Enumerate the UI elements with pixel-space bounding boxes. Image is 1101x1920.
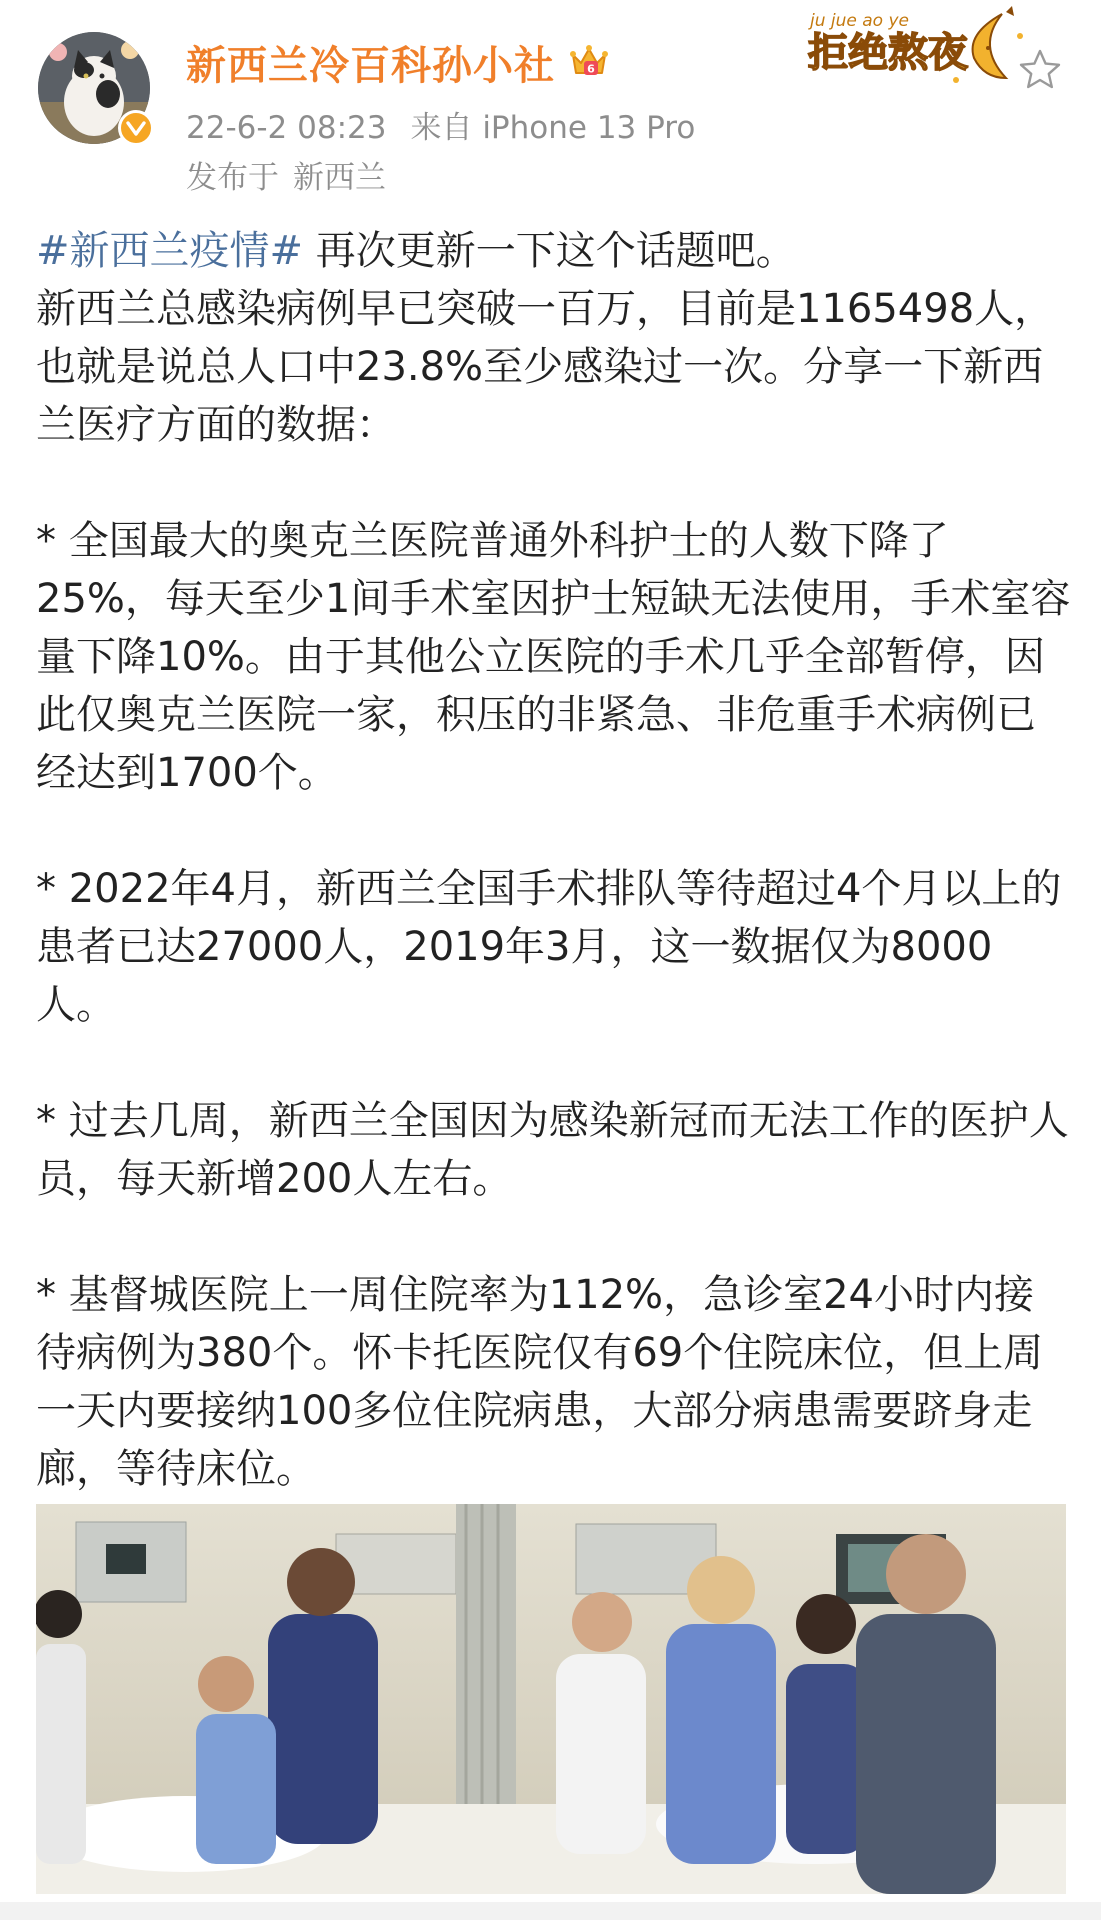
hospital-emergency-room-photo-image — [36, 1504, 1066, 1894]
intro-tail: 再次更新一下这个话题吧。 — [303, 228, 796, 274]
hashtag-link[interactable]: #新西兰疫情# — [36, 228, 304, 274]
bullet-point-2: * 2022年4月，新西兰全国手术排队等待超过4个月以上的患者已达27000人，2019年3月，这一数据仅为8000人。 — [36, 866, 1062, 1028]
level-number: 6 — [587, 62, 595, 76]
hospital-photo[interactable] — [36, 1504, 1066, 1894]
post-meta — [186, 102, 695, 147]
sticker-text: 拒绝熬夜 — [808, 30, 968, 76]
post-timestamp: 22-6-2 08:23 — [186, 110, 387, 146]
intro-body: 新西兰总感染病例早已突破一百万，目前是1165498人，也就是说总人口中23.8%至少感染过一次。分享一下新西兰医疗方面的数据： — [36, 286, 1055, 448]
bullet-point-4: * 基督城医院上一周住院率为112%，急诊室24小时内接待病例为380个。怀卡托医院仅有69个住院床位，但上周一天内要接纳100多位住院病患，大部分病患需要跻身走廊，等待床位。 — [36, 1272, 1044, 1492]
author-name[interactable]: 新西兰冷百科孙小社 — [186, 42, 555, 89]
crown-level-icon[interactable] — [569, 43, 609, 81]
bottom-divider — [0, 1902, 1101, 1920]
post-location — [186, 152, 386, 197]
favorite-star-icon[interactable] — [1016, 46, 1064, 94]
post-source[interactable]: 来自 iPhone 13 Pro — [410, 110, 696, 146]
location-value[interactable]: 新西兰 — [293, 160, 386, 196]
post-intro — [36, 222, 1071, 454]
post-header — [0, 0, 1101, 196]
bullet-point-1: * 全国最大的奥克兰医院普通外科护士的人数下降了25%，每天至少1间手术室因护士短缺无法使用，手术室容量下降10%。由于其他公立医院的手术几乎全部暂停，因此仅奥克兰医院一家，积压的非紧急、非危重手术病例已经达到1700个。 — [36, 518, 1071, 796]
sticker-pinyin: ju jue ao ye — [810, 11, 910, 31]
post-body — [36, 222, 1071, 1498]
avatar-container[interactable] — [38, 32, 150, 144]
no-staying-up-late-sticker — [806, 6, 1042, 90]
verified-badge-icon — [118, 110, 154, 146]
bullet-point-3: * 过去几周，新西兰全国因为感染新冠而无法工作的医护人员，每天新增200人左右。 — [36, 1098, 1069, 1202]
location-label: 发布于 — [186, 160, 279, 196]
author-row — [186, 34, 609, 90]
